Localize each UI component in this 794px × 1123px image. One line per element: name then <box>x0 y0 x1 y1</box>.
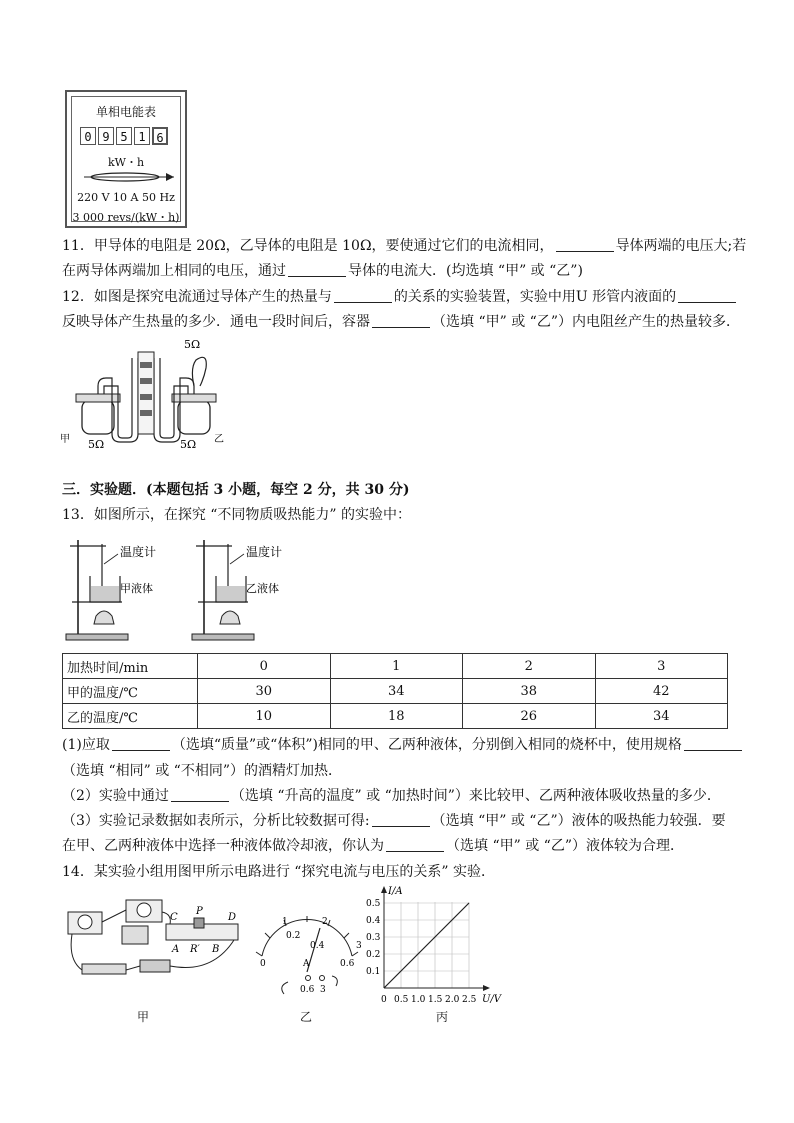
scale-top-label: 1 <box>282 917 288 927</box>
terminal-label-a: A <box>172 944 180 955</box>
heating-u-tube-figure <box>60 338 225 448</box>
q11-text: 11．甲导体的电阻是 20Ω，乙导体的电阻是 10Ω，要使通过它们的电流相同， <box>62 238 554 254</box>
q13-text: （选填 “相同” 或 “不相同”）的酒精灯加热． <box>62 763 342 779</box>
graph-xtick: 1.5 <box>428 995 443 1004</box>
ammeter-unit: A <box>303 959 310 969</box>
q12-text: 反映导体产生热量的多少．通电一段时间后，容器 <box>62 314 370 330</box>
scale-top-label: 3 <box>356 941 362 951</box>
q11-line-2 <box>62 261 583 281</box>
answer-blank[interactable] <box>678 288 736 303</box>
q12-text: 的关系的实验装置，实验中用U 形管内液面的 <box>393 289 677 305</box>
table-row <box>63 704 728 729</box>
graph-xlabel: U/V <box>482 994 502 1004</box>
slider-label-p: P <box>196 906 203 917</box>
graph-ytick: 0.3 <box>366 933 381 943</box>
caption-bing: 丙 <box>436 1010 449 1024</box>
meter-disk-arrow-icon <box>80 169 178 185</box>
table-cell: 30 <box>198 679 331 704</box>
q13-data-table <box>62 653 728 729</box>
table-header-cell: 乙的温度/℃ <box>63 704 198 729</box>
scale-top-label: 2 <box>322 917 328 927</box>
graph-xtick: 1.0 <box>411 995 426 1004</box>
q13-part1-line-2 <box>62 761 342 781</box>
q13-text: （选填 “甲” 或 “乙”）液体较为合理． <box>446 838 684 854</box>
table-header-cell: 加热时间/min <box>63 654 198 679</box>
answer-blank[interactable] <box>372 313 430 328</box>
terminal-label-c: C <box>170 912 178 923</box>
table-cell: 1 <box>330 654 463 679</box>
resistor-label-top: 5Ω <box>184 338 201 351</box>
q11-line-1 <box>62 236 746 256</box>
table-cell: 0 <box>198 654 331 679</box>
electricity-meter-figure <box>65 90 187 228</box>
answer-blank[interactable] <box>171 787 229 802</box>
graph-ytick: 0.1 <box>366 967 381 977</box>
terminal-label: 0.6 <box>300 985 315 995</box>
rheostat-label-r: R′ <box>190 944 200 955</box>
scale-bottom-label: 0.6 <box>340 959 355 969</box>
q13-text: （2）实验中通过 <box>62 788 169 804</box>
scale-bottom-label: 0.2 <box>286 931 301 941</box>
answer-blank[interactable] <box>386 837 444 852</box>
q13-part3-line-2 <box>62 836 684 856</box>
caption-jia: 甲 <box>137 1010 150 1024</box>
meter-digit: 1 <box>134 127 150 145</box>
liquid-label-left: 甲液体 <box>120 582 153 595</box>
answer-blank[interactable] <box>112 736 170 751</box>
q12-text: （选填 “甲” 或 “乙”）内电阻丝产生的热量较多． <box>432 314 740 330</box>
graph-ytick: 0.4 <box>366 916 381 926</box>
meter-unit: kW・h <box>107 156 145 169</box>
meter-digit-decimal: 6 <box>152 127 168 145</box>
q13-heating-setups-figure <box>62 534 302 646</box>
scale-bottom-label: 0.4 <box>310 941 325 951</box>
graph-ytick: 0.2 <box>366 950 381 960</box>
q12-line-2 <box>62 312 740 332</box>
meter-title: 单相电能表 <box>95 105 156 119</box>
answer-blank[interactable] <box>288 262 346 277</box>
answer-blank[interactable] <box>684 736 742 751</box>
q13-text: 在甲、乙两种液体中选择一种液体做冷却液，你认为 <box>62 838 384 854</box>
q14-circuit-figure <box>62 890 242 990</box>
graph-xtick: 0.5 <box>394 995 409 1004</box>
answer-blank[interactable] <box>372 812 430 827</box>
table-row <box>63 654 728 679</box>
thermometer-label-right: 温度计 <box>246 545 283 559</box>
q13-text: （选填 “甲” 或 “乙”）液体的吸热能力较强．要 <box>431 813 726 829</box>
q13-text: （选填“质量”或“体积”)相同的甲、乙两种液体，分别倒入相同的烧杯中，使用规格 <box>171 737 682 753</box>
table-row <box>63 679 728 704</box>
scale-bottom-label: 0 <box>260 959 266 969</box>
container-label-right: 乙 <box>214 434 224 445</box>
q11-text: 导体的电流大．(均选填 “甲” 或 “乙”) <box>348 263 583 279</box>
resistor-label-right: 5Ω <box>180 438 197 448</box>
q13-text: （3）实验记录数据如表所示，分析比较数据可得: <box>62 813 370 829</box>
setup-right <box>192 540 282 640</box>
table-cell: 18 <box>330 704 463 729</box>
ammeter-dial-figure <box>248 912 366 996</box>
answer-blank[interactable] <box>334 288 392 303</box>
liquid-label-right: 乙液体 <box>246 582 279 595</box>
q13-part2 <box>62 786 721 806</box>
meter-spec-rating: 220 V 10 A 50 Hz <box>77 191 175 204</box>
meter-digits <box>80 127 168 145</box>
q13-text: （选填 “升高的温度” 或 “加热时间”）来比较甲、乙两种液体吸收热量的多少． <box>230 788 721 804</box>
q12-line-1 <box>62 287 738 307</box>
setup-left <box>66 540 156 640</box>
table-cell: 42 <box>595 679 728 704</box>
container-label-left: 甲 <box>60 434 70 445</box>
table-cell: 3 <box>595 654 728 679</box>
graph-ylabel: I/A <box>388 886 403 897</box>
table-cell: 34 <box>330 679 463 704</box>
q14-intro: 14．某实验小组用图甲所示电路进行 “探究电流与电压的关系” 实验． <box>62 864 496 880</box>
answer-blank[interactable] <box>556 237 614 252</box>
table-cell: 26 <box>463 704 596 729</box>
thermometer-label-left: 温度计 <box>120 545 157 559</box>
terminal-label-d: D <box>228 912 237 923</box>
graph-xtick: 0 <box>381 995 387 1004</box>
section-3-heading: 三．实验题．(本题包括 3 小题，每空 2 分，共 30 分) <box>62 482 410 498</box>
terminal-label: 3 <box>320 985 326 995</box>
terminal-label-b: B <box>212 944 220 955</box>
q13-part3-line-1 <box>62 811 726 831</box>
graph-xtick: 2.5 <box>462 995 477 1004</box>
q13-text: (1)应取 <box>62 737 110 753</box>
table-cell: 38 <box>463 679 596 704</box>
table-cell: 2 <box>463 654 596 679</box>
table-cell: 10 <box>198 704 331 729</box>
q11-text: 在两导体两端加上相同的电压，通过 <box>62 263 286 279</box>
table-header-cell: 甲的温度/℃ <box>63 679 198 704</box>
iu-graph-figure <box>362 884 508 1004</box>
table-cell: 34 <box>595 704 728 729</box>
meter-digit: 0 <box>80 127 96 145</box>
meter-digit: 9 <box>98 127 114 145</box>
q11-text: 导体两端的电压大;若 <box>615 238 747 254</box>
q13-part1-line-1 <box>62 735 744 755</box>
meter-panel <box>71 96 181 222</box>
meter-digit: 5 <box>116 127 132 145</box>
meter-spec-revs: 3 000 revs/(kW・h) <box>72 211 180 224</box>
graph-ytick: 0.5 <box>366 899 381 909</box>
resistor-label-left: 5Ω <box>88 438 105 448</box>
q12-text: 12．如图是探究电流通过导体产生的热量与 <box>62 289 332 305</box>
caption-yi: 乙 <box>300 1010 313 1024</box>
graph-xtick: 2.0 <box>445 995 460 1004</box>
q13-intro: 13．如图所示，在探究 “不同物质吸热能力” 的实验中： <box>62 507 412 523</box>
